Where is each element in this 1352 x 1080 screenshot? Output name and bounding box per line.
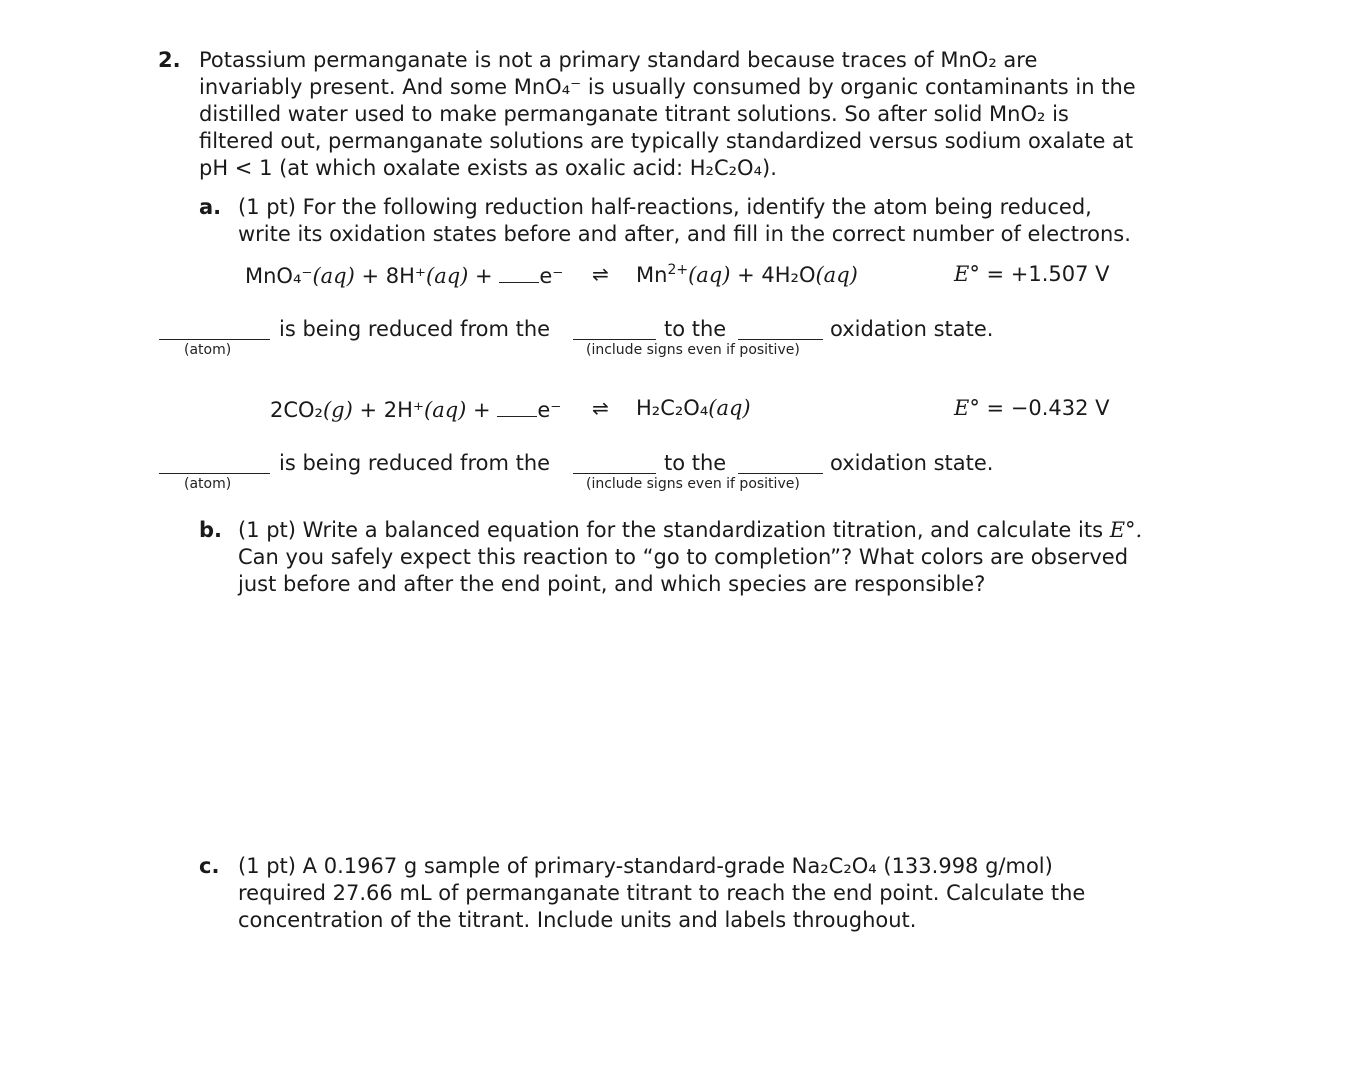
part-a-line: (1 pt) For the following reduction half-reactions, identify the atom being reduced, (238, 195, 1092, 219)
oxalic-acid: H₂C₂O₄ (636, 396, 709, 420)
standard-potential-value: = +1.507 V (979, 262, 1110, 286)
to-the-text: to the (664, 317, 727, 341)
half-reaction-2-products (636, 396, 751, 420)
part-b-label: b. (199, 518, 223, 542)
aqueous-state: (aq) (424, 398, 467, 422)
oxidation-state-text: oxidation state. (830, 317, 994, 341)
part-c-line: concentration of the titrant. Include units and labels throughout. (238, 908, 917, 932)
part-b-line-text: (1 pt) Write a balanced equation for the standardization titration, and calculate its (238, 518, 1104, 542)
after-state-blank-1[interactable] (738, 339, 823, 340)
water: + 4H₂O (730, 263, 816, 287)
to-the-text: to the (664, 451, 727, 475)
signs-note: (include signs even if positive) (586, 342, 800, 358)
reduced-from-text: is being reduced from the (279, 317, 551, 341)
electron-count-blank-2[interactable] (497, 396, 537, 417)
equilibrium-arrow-icon: ⇌ (592, 396, 609, 420)
equilibrium-arrow-icon: ⇌ (592, 262, 609, 286)
part-b-line (238, 517, 1142, 544)
electron: e⁻ (539, 264, 564, 288)
question-number: 2. (158, 48, 181, 72)
e-standard-symbol: E° (954, 396, 980, 420)
electron-count-blank-1[interactable] (499, 262, 539, 283)
aqueous-state: (aq) (708, 396, 751, 420)
atom-label: (atom) (184, 342, 232, 358)
intro-line: filtered out, permanganate solutions are typically standardized versus sodium oxalate at (199, 129, 1134, 153)
aqueous-state: (aq) (688, 263, 731, 287)
part-a-label: a. (199, 195, 222, 219)
atom-blank-1[interactable] (159, 339, 270, 340)
hydrogen-ions: + 2H⁺ (352, 398, 425, 422)
part-b-prompt (238, 517, 1142, 598)
part-b-line: just before and after the end point, and which species are responsible? (238, 572, 986, 596)
standard-potential-2 (954, 396, 1110, 420)
gas-state: (g) (322, 398, 353, 422)
carbon-dioxide: 2CO₂ (270, 398, 323, 422)
half-reaction-1 (245, 262, 563, 288)
plus-sign: + (466, 398, 498, 422)
before-state-blank-1[interactable] (573, 339, 656, 340)
e-standard-symbol: E°. (1109, 518, 1143, 542)
part-c-line: required 27.66 mL of permanganate titrant to reach the end point. Calculate the (238, 881, 1086, 905)
question-intro (199, 47, 1136, 182)
aqueous-state: (aq) (312, 264, 355, 288)
manganese: Mn (636, 263, 668, 287)
aqueous-state: (aq) (815, 263, 858, 287)
part-b-line: Can you safely expect this reaction to “go to completion”? What colors are observed (238, 545, 1129, 569)
part-a-prompt (238, 194, 1131, 248)
part-c-prompt (238, 853, 1085, 934)
atom-label: (atom) (184, 476, 232, 492)
oxidation-state-text: oxidation state. (830, 451, 994, 475)
plus-sign: + (468, 264, 500, 288)
aqueous-state: (aq) (426, 264, 469, 288)
intro-line: pH < 1 (at which oxalate exists as oxalic acid: H₂C₂O₄). (199, 156, 777, 180)
standard-potential-1 (954, 262, 1110, 286)
atom-blank-2[interactable] (159, 473, 270, 474)
e-standard-symbol: E° (954, 262, 980, 286)
manganese-charge: 2+ (667, 262, 689, 278)
intro-line: Potassium permanganate is not a primary standard because traces of MnO₂ are (199, 48, 1038, 72)
standard-potential-value: = −0.432 V (979, 396, 1110, 420)
part-c-label: c. (199, 854, 220, 878)
electron: e⁻ (537, 398, 562, 422)
after-state-blank-2[interactable] (738, 473, 823, 474)
intro-line: distilled water used to make permanganate titrant solutions. So after solid MnO₂ is (199, 102, 1069, 126)
reduced-from-text: is being reduced from the (279, 451, 551, 475)
half-reaction-2 (270, 396, 561, 422)
before-state-blank-2[interactable] (573, 473, 656, 474)
part-a-line: write its oxidation states before and after, and fill in the correct number of electrons. (238, 222, 1131, 246)
permanganate: MnO₄⁻ (245, 264, 313, 288)
part-c-line: (1 pt) A 0.1967 g sample of primary-standard-grade Na₂C₂O₄ (133.998 g/mol) (238, 854, 1053, 878)
signs-note: (include signs even if positive) (586, 476, 800, 492)
half-reaction-1-products (636, 262, 858, 287)
intro-line: invariably present. And some MnO₄⁻ is usually consumed by organic contaminants in the (199, 75, 1136, 99)
hydrogen-ions: + 8H⁺ (354, 264, 427, 288)
